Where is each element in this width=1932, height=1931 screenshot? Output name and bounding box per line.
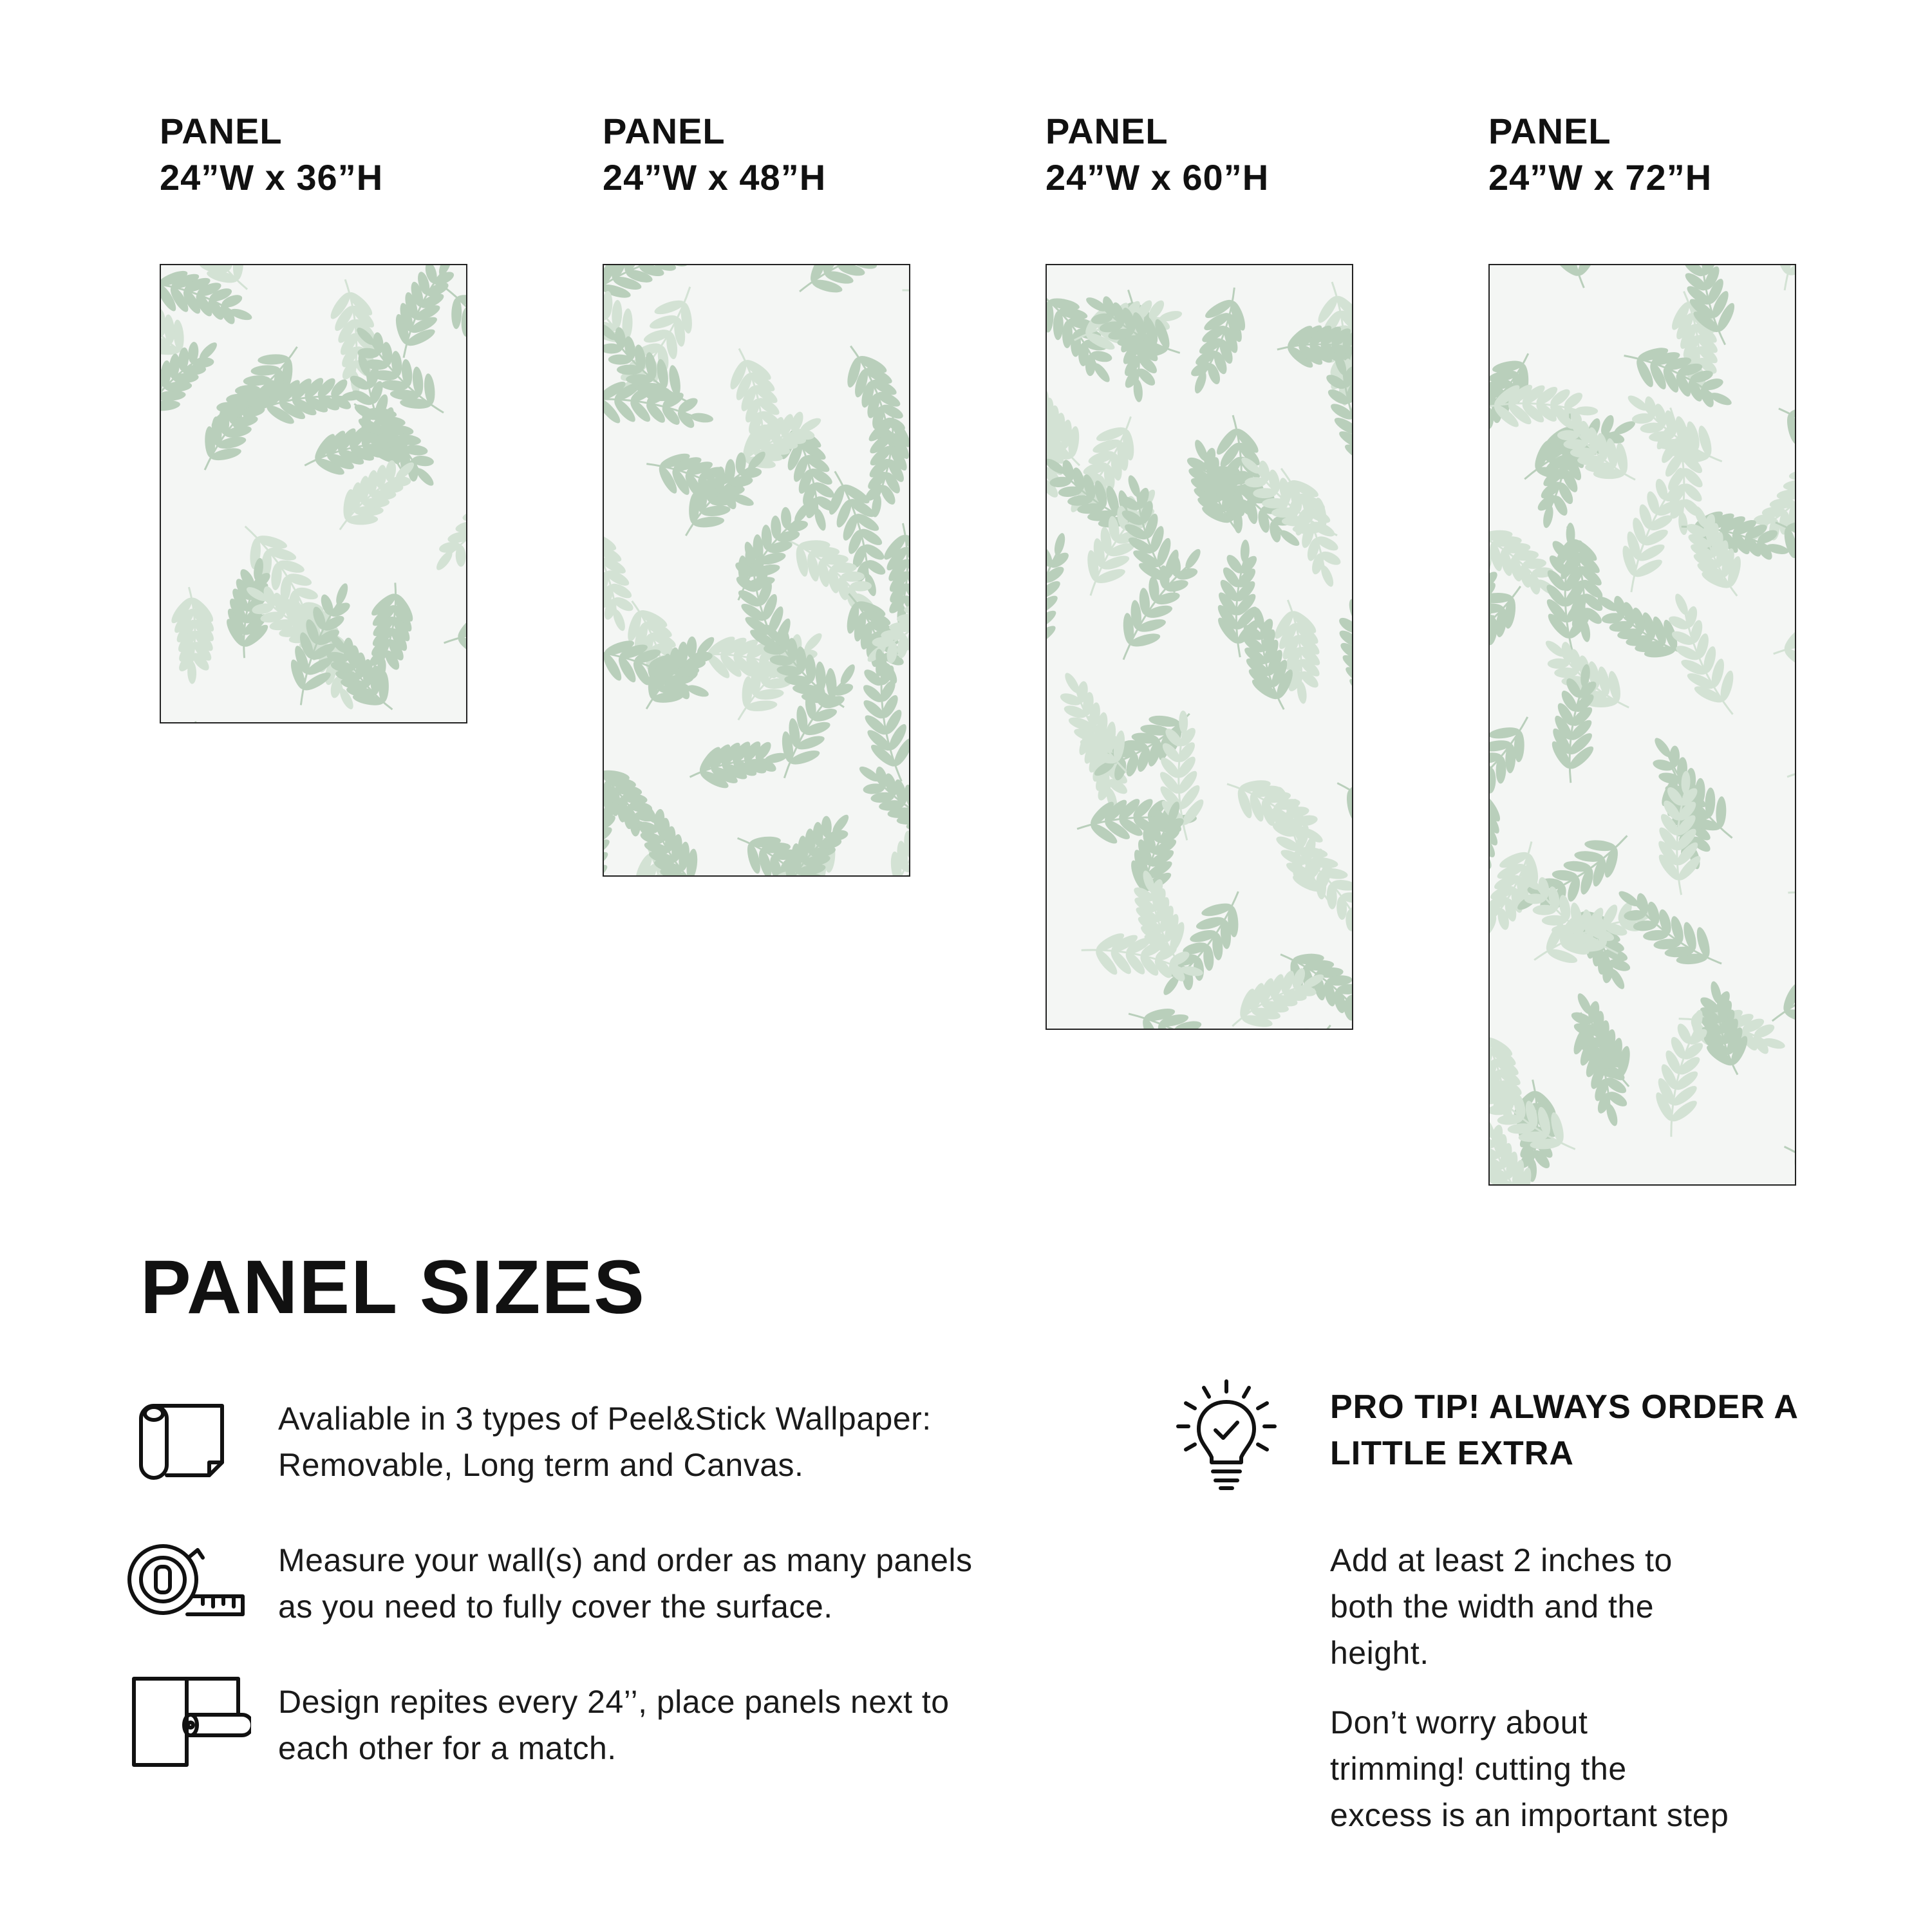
- panel-label-size: 24”W x 48”H: [603, 157, 827, 198]
- panel-label-title: PANEL: [160, 111, 283, 151]
- panel-roll-icon: [129, 1674, 251, 1770]
- panel-label-size: 24”W x 72”H: [1488, 157, 1712, 198]
- pro-tip-line: Add at least 2 inches to: [1330, 1542, 1673, 1578]
- panel-label-36: [160, 108, 383, 201]
- lightbulb-check-icon: [1172, 1377, 1281, 1493]
- panel-label-title: PANEL: [603, 111, 726, 151]
- panel-label-72: [1488, 108, 1712, 201]
- section-title: PANEL SIZES: [140, 1245, 646, 1330]
- pro-tip-paragraph-trim: [1330, 1699, 1729, 1838]
- panel-label-48: [603, 108, 826, 201]
- panel-label-60: [1046, 108, 1269, 201]
- info-line: Removable, Long term and Canvas.: [278, 1447, 804, 1483]
- panel-label-size: 24”W x 36”H: [160, 157, 384, 198]
- pro-tip-line: excess is an important step: [1330, 1797, 1729, 1833]
- pro-tip-line: both the width and the: [1330, 1589, 1655, 1625]
- panel-preview-36: [160, 264, 467, 723]
- panel-label-size: 24”W x 60”H: [1046, 157, 1270, 198]
- info-line: as you need to fully cover the surface.: [278, 1589, 833, 1625]
- info-line: Avaliable in 3 types of Peel&Stick Wallpaper:: [278, 1401, 932, 1437]
- pro-tip-title: [1330, 1384, 1799, 1477]
- pro-tip-line: height.: [1330, 1635, 1429, 1671]
- panel-preview-60: [1046, 264, 1353, 1030]
- info-text-repeat: [278, 1679, 950, 1771]
- panel-preview-72: [1488, 264, 1796, 1186]
- pro-tip-line: trimming! cutting the: [1330, 1751, 1627, 1787]
- leaf-pattern: [604, 265, 909, 875]
- pro-tip-title-line: LITTLE EXTRA: [1330, 1435, 1574, 1472]
- leaf-pattern: [161, 265, 466, 722]
- pro-tip-title-line: PRO TIP! ALWAYS ORDER A: [1330, 1388, 1799, 1426]
- info-line: Measure your wall(s) and order as many panels: [278, 1542, 973, 1578]
- info-text-types: [278, 1395, 932, 1488]
- leaf-pattern: [1490, 265, 1795, 1184]
- panel-label-title: PANEL: [1488, 111, 1611, 151]
- pro-tip-line: Don’t worry about: [1330, 1704, 1588, 1740]
- info-line: Design repites every 24’’, place panels next to: [278, 1684, 950, 1720]
- leaf-pattern: [1047, 265, 1352, 1029]
- panel-label-title: PANEL: [1046, 111, 1168, 151]
- info-line: each other for a match.: [278, 1730, 617, 1766]
- info-text-measure: [278, 1537, 973, 1630]
- tape-measure-icon: [126, 1538, 248, 1622]
- pro-tip-paragraph-extra: [1330, 1537, 1673, 1676]
- panel-preview-48: [603, 264, 910, 877]
- wallpaper-roll-icon: [132, 1397, 229, 1487]
